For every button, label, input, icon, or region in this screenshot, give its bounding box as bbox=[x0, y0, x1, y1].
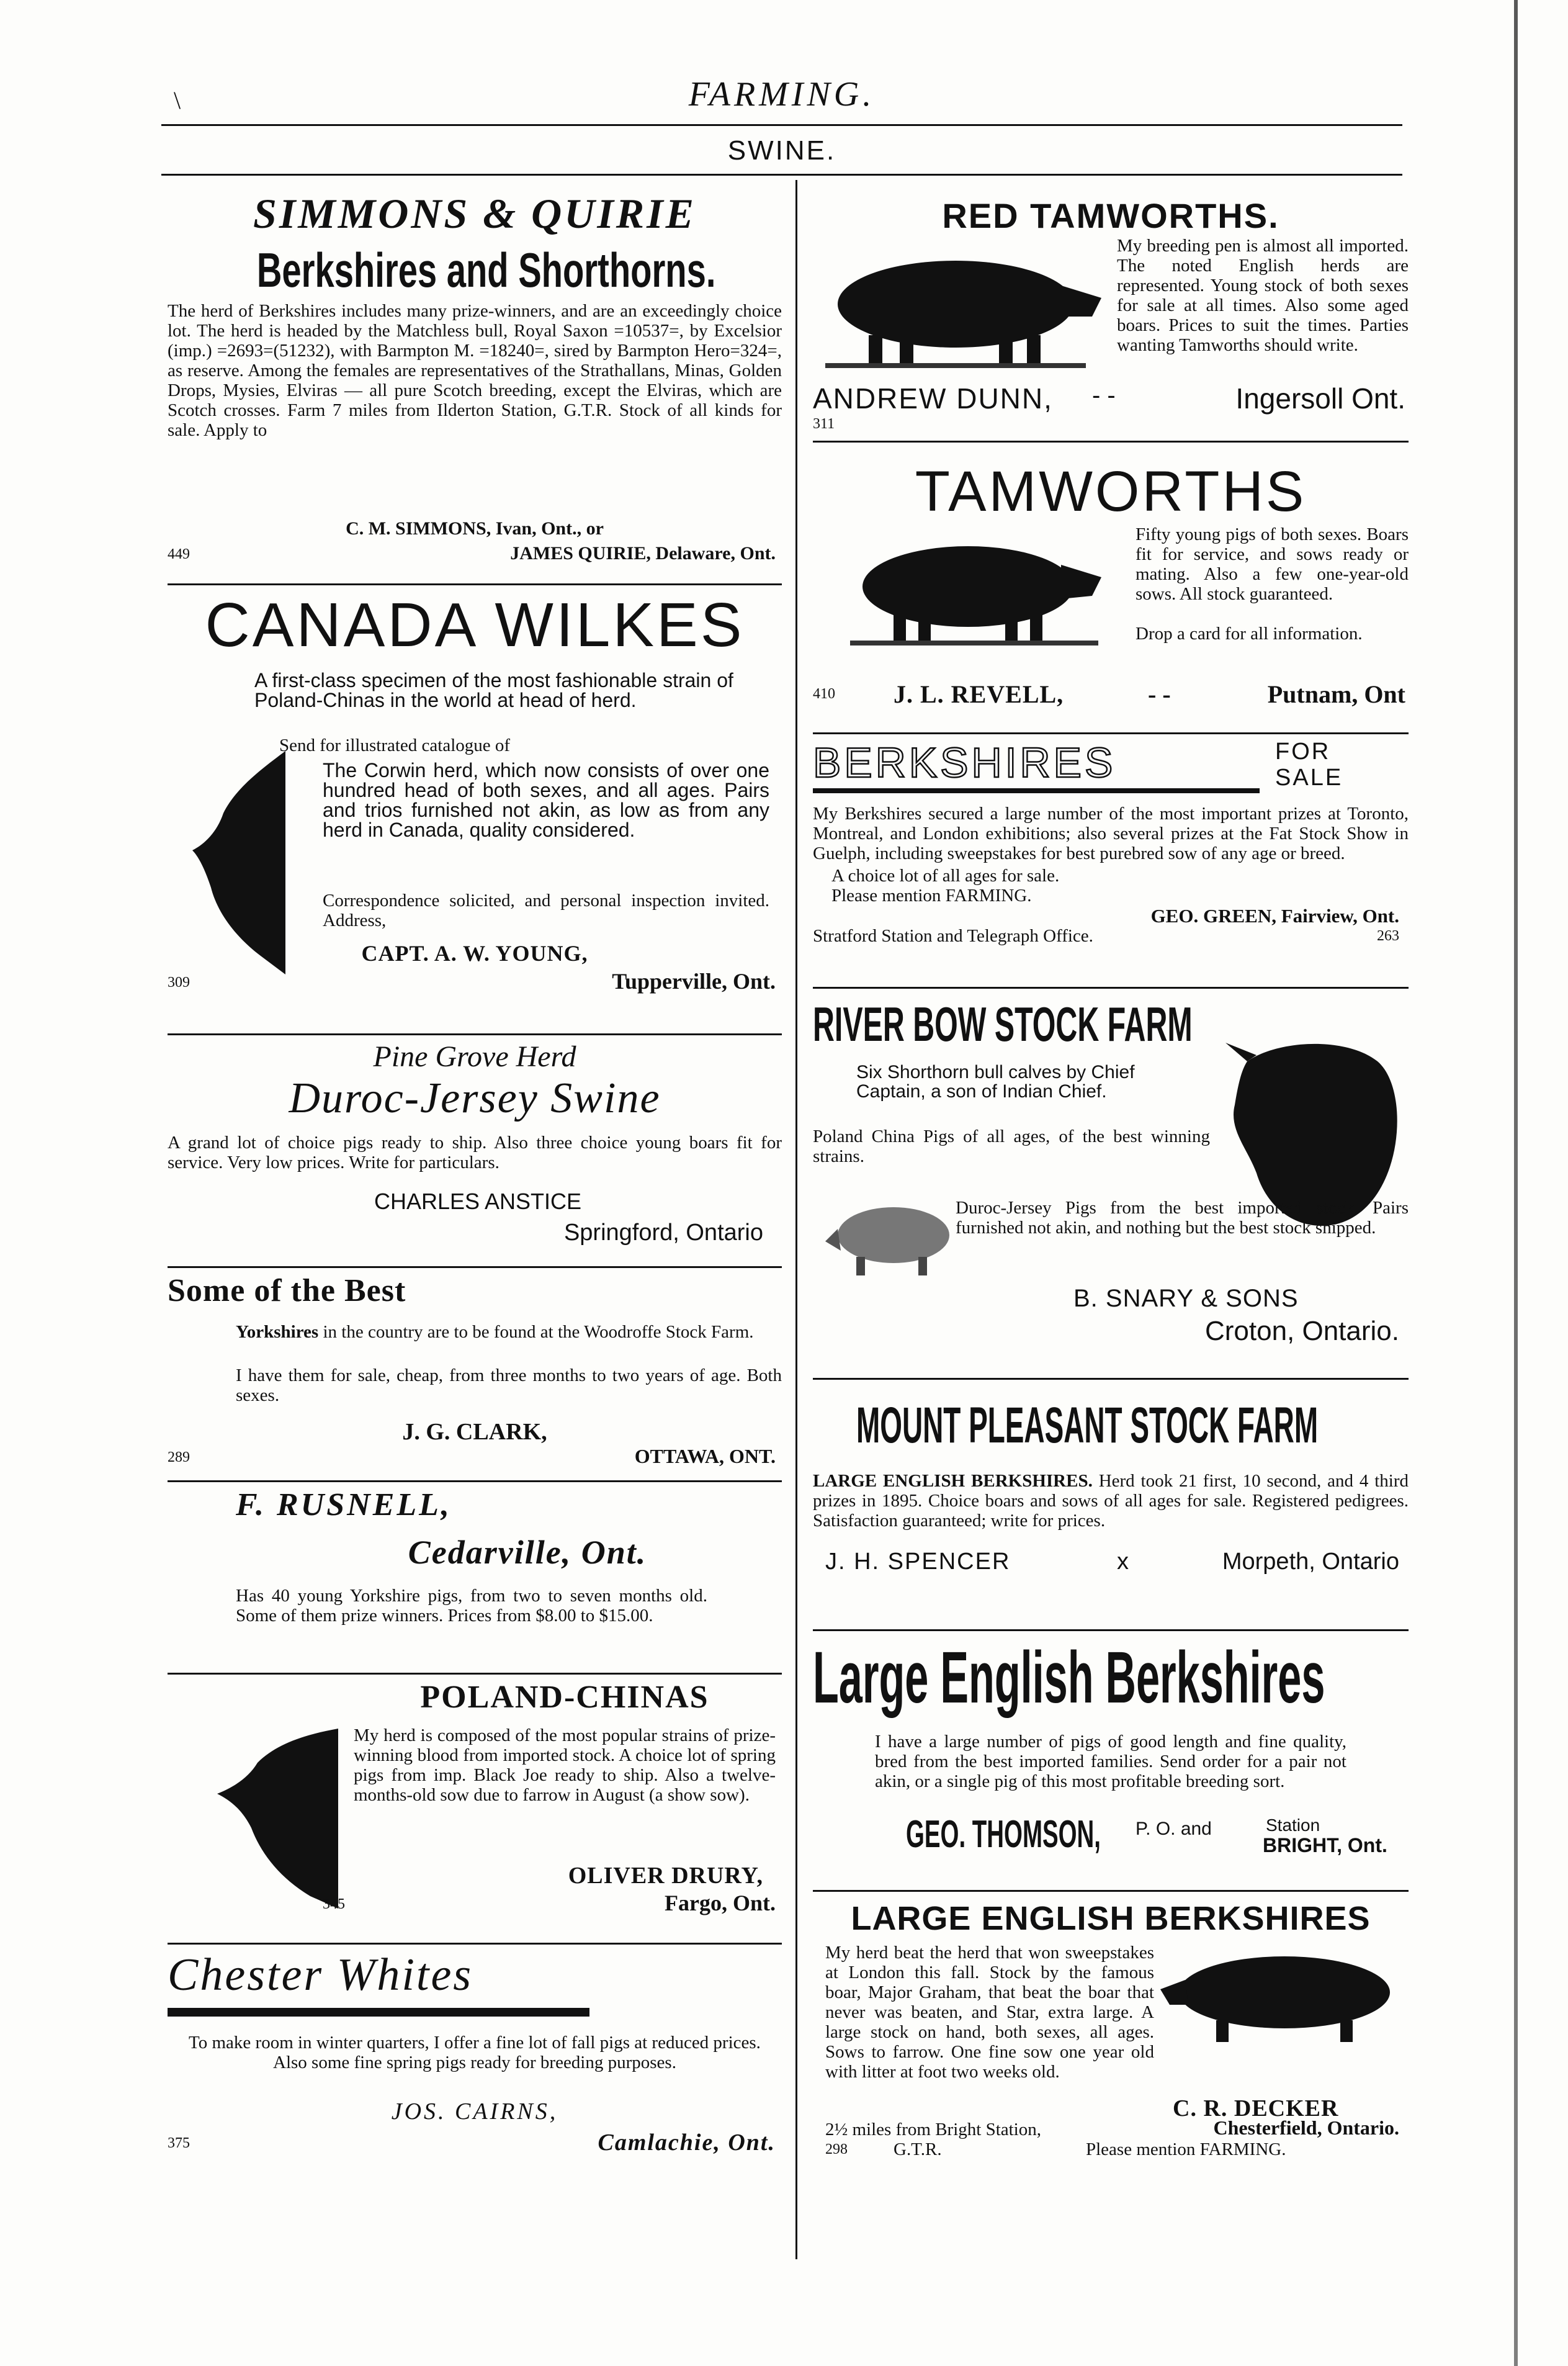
ad-number: 345 bbox=[323, 1896, 345, 1912]
ad-body: My breeding pen is almost all imported. The noted English herds are represented. Young stock of both sexes for sale at all times. Also some aged boars. Prices to suit the times. Parties wanting Tamworths should write. bbox=[1117, 236, 1409, 355]
ad-canada-wilkes bbox=[168, 590, 782, 1024]
ad-number: 410 bbox=[813, 686, 835, 702]
ad-name: OLIVER DRURY, bbox=[568, 1863, 763, 1889]
ad-name: C. R. DECKER bbox=[1173, 2095, 1339, 2121]
ad-pine-grove bbox=[168, 1040, 782, 1244]
ad-large-english-decker bbox=[813, 1896, 1409, 2157]
ad-number: 375 bbox=[168, 2135, 190, 2151]
header-rule bbox=[161, 124, 1402, 126]
ad-place: Ingersoll Ont. bbox=[1235, 382, 1405, 415]
ad-name: JOS. CAIRNS, bbox=[391, 2098, 558, 2125]
ad-divider bbox=[813, 987, 1409, 989]
ad-name: GEO. GREEN, Fairview, Ont. bbox=[1150, 905, 1399, 927]
ad-name: J. G. CLARK, bbox=[402, 1419, 547, 1445]
ad-divider bbox=[168, 1943, 782, 1945]
ad-contact: C. M. SIMMONS, Ivan, Ont., or bbox=[346, 518, 604, 539]
ad-body: Poland China Pigs of all ages, of the best winning strains. bbox=[813, 1127, 1210, 1166]
ad-large-english-thomson bbox=[813, 1635, 1409, 1918]
ad-river-bow bbox=[813, 993, 1409, 1365]
ad-divider bbox=[168, 1033, 782, 1035]
ad-title: RIVER BOW STOCK FARM bbox=[813, 997, 1193, 1051]
page-header-title: FARMING. bbox=[688, 75, 876, 114]
ad-body: Duroc-Jersey Pigs from the best imported stock. Pairs furnished not akin, and nothing but the best stock shipped. bbox=[956, 1198, 1409, 1238]
ad-lead: A first-class specimen of the most fashionable strain of Poland-Chinas in the world at head of herd. bbox=[254, 669, 733, 711]
title-underline bbox=[813, 788, 1260, 793]
ad-berkshires-for-sale bbox=[813, 739, 1409, 962]
ad-tamworths bbox=[813, 447, 1409, 726]
ad-body: My Berkshires secured a large number of the most important prizes at Toronto, Montreal, and London exhibitions; also several prizes at the Fat Stock Show in Guelph, including sweepstakes for best purebred sow of any age or breed. bbox=[813, 804, 1409, 863]
ad-place: Cedarville, Ont. bbox=[408, 1534, 647, 1571]
ad-drop-note: Drop a card for all information. bbox=[1136, 624, 1363, 644]
ad-poland-chinas bbox=[168, 1679, 782, 1940]
ad-place: Morpeth, Ontario bbox=[1222, 1549, 1399, 1575]
ad-body: I have them for sale, cheap, from three months to two years of age. Both sexes. bbox=[236, 1365, 782, 1405]
ad-number: 311 bbox=[813, 416, 835, 432]
ad-gtr: G.T.R. bbox=[894, 2139, 942, 2159]
ad-body: Six Shorthorn bull calves by Chief Captain, a son of Indian Chief. bbox=[856, 1062, 1135, 1102]
ad-simmons-quirie bbox=[168, 186, 782, 577]
ad-dash: - - bbox=[1148, 680, 1171, 708]
ad-body: I have a large number of pigs of good length and fine quality, bred from the best imported families. Send order for a pair not akin, or a single pig of this most profitable breeding sort. bbox=[875, 1732, 1346, 1791]
ad-body: A grand lot of choice pigs ready to ship. Also three choice young boars fit for service. Very low prices. Write for particulars. bbox=[168, 1133, 782, 1172]
ad-body: Fifty young pigs of both sexes. Boars fit for service, and sows ready or mating. Also a few one-year-old sows. All stock guaranteed. bbox=[1136, 524, 1409, 604]
ad-correspondence: Correspondence solicited, and personal inspection invited. Address, bbox=[323, 891, 769, 930]
ad-send: Send for illustrated catalogue of bbox=[279, 735, 511, 755]
ad-subtitle: Duroc-Jersey Swine bbox=[289, 1074, 661, 1122]
ad-title: TAMWORTHS bbox=[915, 460, 1307, 523]
ad-divider bbox=[813, 732, 1409, 734]
ad-place: Croton, Ontario. bbox=[1204, 1316, 1399, 1346]
ad-title: POLAND-CHINAS bbox=[420, 1680, 709, 1715]
ad-for-label: FOR bbox=[1275, 739, 1331, 765]
ad-number: 298 bbox=[825, 2141, 848, 2157]
section-rule bbox=[161, 174, 1402, 176]
ad-body: To make room in winter quarters, I offer a fine lot of fall pigs at reduced prices. Also some fine spring pigs ready for breeding purposes. bbox=[189, 2033, 761, 2072]
ad-mount-pleasant bbox=[813, 1384, 1409, 1620]
ad-lead: LARGE ENGLISH BERKSHIRES. bbox=[813, 1471, 1093, 1491]
page-edge-shadow bbox=[1514, 0, 1518, 2366]
ad-title: CANADA WILKES bbox=[205, 590, 745, 660]
ad-mention: Please mention FARMING. bbox=[1086, 2139, 1286, 2159]
ad-title: SIMMONS & QUIRIE bbox=[253, 190, 696, 237]
ad-place: BRIGHT, Ont. bbox=[1263, 1834, 1387, 1856]
section-title: SWINE. bbox=[727, 135, 836, 166]
ad-title: Chester Whites bbox=[168, 1950, 473, 2000]
ad-name: CAPT. A. W. YOUNG, bbox=[361, 941, 588, 966]
ad-title: Large English Berkshires bbox=[813, 1637, 1325, 1719]
ad-place: Fargo, Ont. bbox=[665, 1891, 776, 1915]
ad-place: Putnam, Ont bbox=[1267, 680, 1405, 708]
ad-number: 309 bbox=[168, 974, 190, 991]
ad-place: Springford, Ontario bbox=[563, 1220, 763, 1246]
ad-choice: A choice lot of all ages for sale. bbox=[831, 866, 1060, 886]
ad-divider bbox=[168, 583, 782, 585]
ad-russell bbox=[168, 1487, 782, 1673]
ad-subtitle: Berkshires and Shorthorns. bbox=[256, 243, 716, 297]
ad-dash: - - bbox=[1092, 382, 1116, 409]
ad-title: MOUNT PLEASANT STOCK FARM bbox=[856, 1397, 1319, 1454]
ad-title: LARGE ENGLISH BERKSHIRES bbox=[851, 1900, 1371, 1937]
ad-number: 263 bbox=[1377, 928, 1399, 944]
ad-number: 289 bbox=[168, 1449, 190, 1465]
ad-po-label: P. O. and bbox=[1136, 1819, 1212, 1839]
ad-divider bbox=[813, 1378, 1409, 1380]
ad-divider bbox=[168, 1673, 782, 1675]
ad-body: My herd beat the herd that won sweepstakes at London this fall. Stock by the famous boar, Major Graham, that beat the boar that never was beaten, and Star, extra large. A large stock on hand, both sexes, all ages. Sows to farrow. One fine sow one year old with litter at foot two weeks old. bbox=[825, 1943, 1154, 2082]
ad-divider bbox=[813, 1890, 1409, 1892]
pig-icon bbox=[813, 242, 1104, 372]
ad-title: BERKSHIRES bbox=[813, 739, 1116, 786]
pig-icon bbox=[825, 1192, 956, 1285]
ad-divider bbox=[813, 1629, 1409, 1631]
ad-body: Has 40 young Yorkshire pigs, from two to seven months old. Some of them prize winners. Prices from $8.00 to $15.00. bbox=[236, 1586, 707, 1626]
ad-contact: JAMES QUIRIE, Delaware, Ont. bbox=[510, 543, 776, 564]
ad-sale-label: SALE bbox=[1275, 765, 1343, 791]
ad-place: OTTAWA, ONT. bbox=[634, 1445, 776, 1467]
ad-body: The herd of Berkshires includes many prize-winners, and are an exceedingly choice lot. The herd is headed by the Matchless bull, Royal Saxon =10537=, by Excelsior (imp.) =2693=(51232), with Barmpton M. =18240=, sired by Barmpton Hero=324=, as reserve. Among the females are representatives of the Strathallans, Minas, Golden Drops, Mysies, Elviras — all pure Scotch breeding, except the Elviras, which are Scotch crosses. Farm 7 miles from Ilderton Station, G.T.R. Stock of all kinds for sale. Apply to bbox=[168, 301, 782, 440]
ad-body: in the country are to be found at the Woodroffe Stock Farm. bbox=[318, 1322, 754, 1342]
ad-divider bbox=[168, 1480, 782, 1482]
ad-title: Pine Grove Herd bbox=[373, 1040, 576, 1073]
ad-separator: x bbox=[1117, 1549, 1129, 1575]
ad-place: Tupperville, Ont. bbox=[612, 969, 776, 994]
ad-place: Chesterfield, Ontario. bbox=[1213, 2116, 1399, 2139]
ad-number: 449 bbox=[168, 546, 190, 562]
title-underline bbox=[168, 2008, 589, 2017]
pig-icon bbox=[838, 528, 1104, 652]
ad-lead: Yorkshires bbox=[236, 1322, 319, 1342]
ad-miles: 2½ miles from Bright Station, bbox=[825, 2120, 1041, 2139]
ad-title: RED TAMWORTHS. bbox=[942, 196, 1279, 235]
ad-body: My herd is composed of the most popular strains of prize-winning blood from imported stock. A choice lot of spring pigs from imp. Black Joe ready to ship. Also a twelve-months-old sow due to farrow in August (a show sow). bbox=[354, 1725, 776, 1805]
pig-head-icon bbox=[217, 1729, 341, 1909]
ad-name: J. L. REVELL, bbox=[894, 680, 1064, 708]
ad-place: Camlachie, Ont. bbox=[598, 2130, 776, 2156]
ad-divider bbox=[813, 441, 1409, 443]
ad-chester-whites bbox=[168, 1949, 782, 2160]
pig-icon bbox=[1160, 1943, 1396, 2048]
ad-station: Stratford Station and Telegraph Office. bbox=[813, 926, 1093, 946]
ad-name: B. SNARY & SONS bbox=[1073, 1285, 1299, 1312]
column-divider bbox=[795, 180, 797, 2259]
ad-name: GEO. THOMSON, bbox=[906, 1813, 1101, 1856]
ad-mention: Please mention FARMING. bbox=[831, 886, 1032, 906]
ad-station-label: Station bbox=[1266, 1815, 1320, 1835]
ad-divider bbox=[168, 1266, 782, 1268]
ad-title: Some of the Best bbox=[168, 1273, 406, 1308]
ad-name: ANDREW DUNN, bbox=[813, 382, 1053, 415]
ad-body: Herd took 21 first, 10 second, and 4 third prizes in 1895. Choice boars and sows of all ages for sale. Registered pedigrees. Satisfaction guaranteed; write for prices. bbox=[813, 1471, 1409, 1531]
ad-name: CHARLES ANSTICE bbox=[374, 1189, 582, 1214]
ad-body: The Corwin herd, which now consists of over one hundred head of both sexes, and all ages. Pairs and trios furnished not akin, as low as from any herd in Canada, quality considered. bbox=[323, 759, 769, 841]
ad-title: F. RUSNELL, bbox=[236, 1487, 452, 1523]
ad-some-of-the-best bbox=[168, 1272, 782, 1471]
header-mark: \ bbox=[174, 86, 181, 114]
ad-red-tamworths bbox=[813, 186, 1409, 434]
ad-name: J. H. SPENCER bbox=[825, 1549, 1011, 1575]
